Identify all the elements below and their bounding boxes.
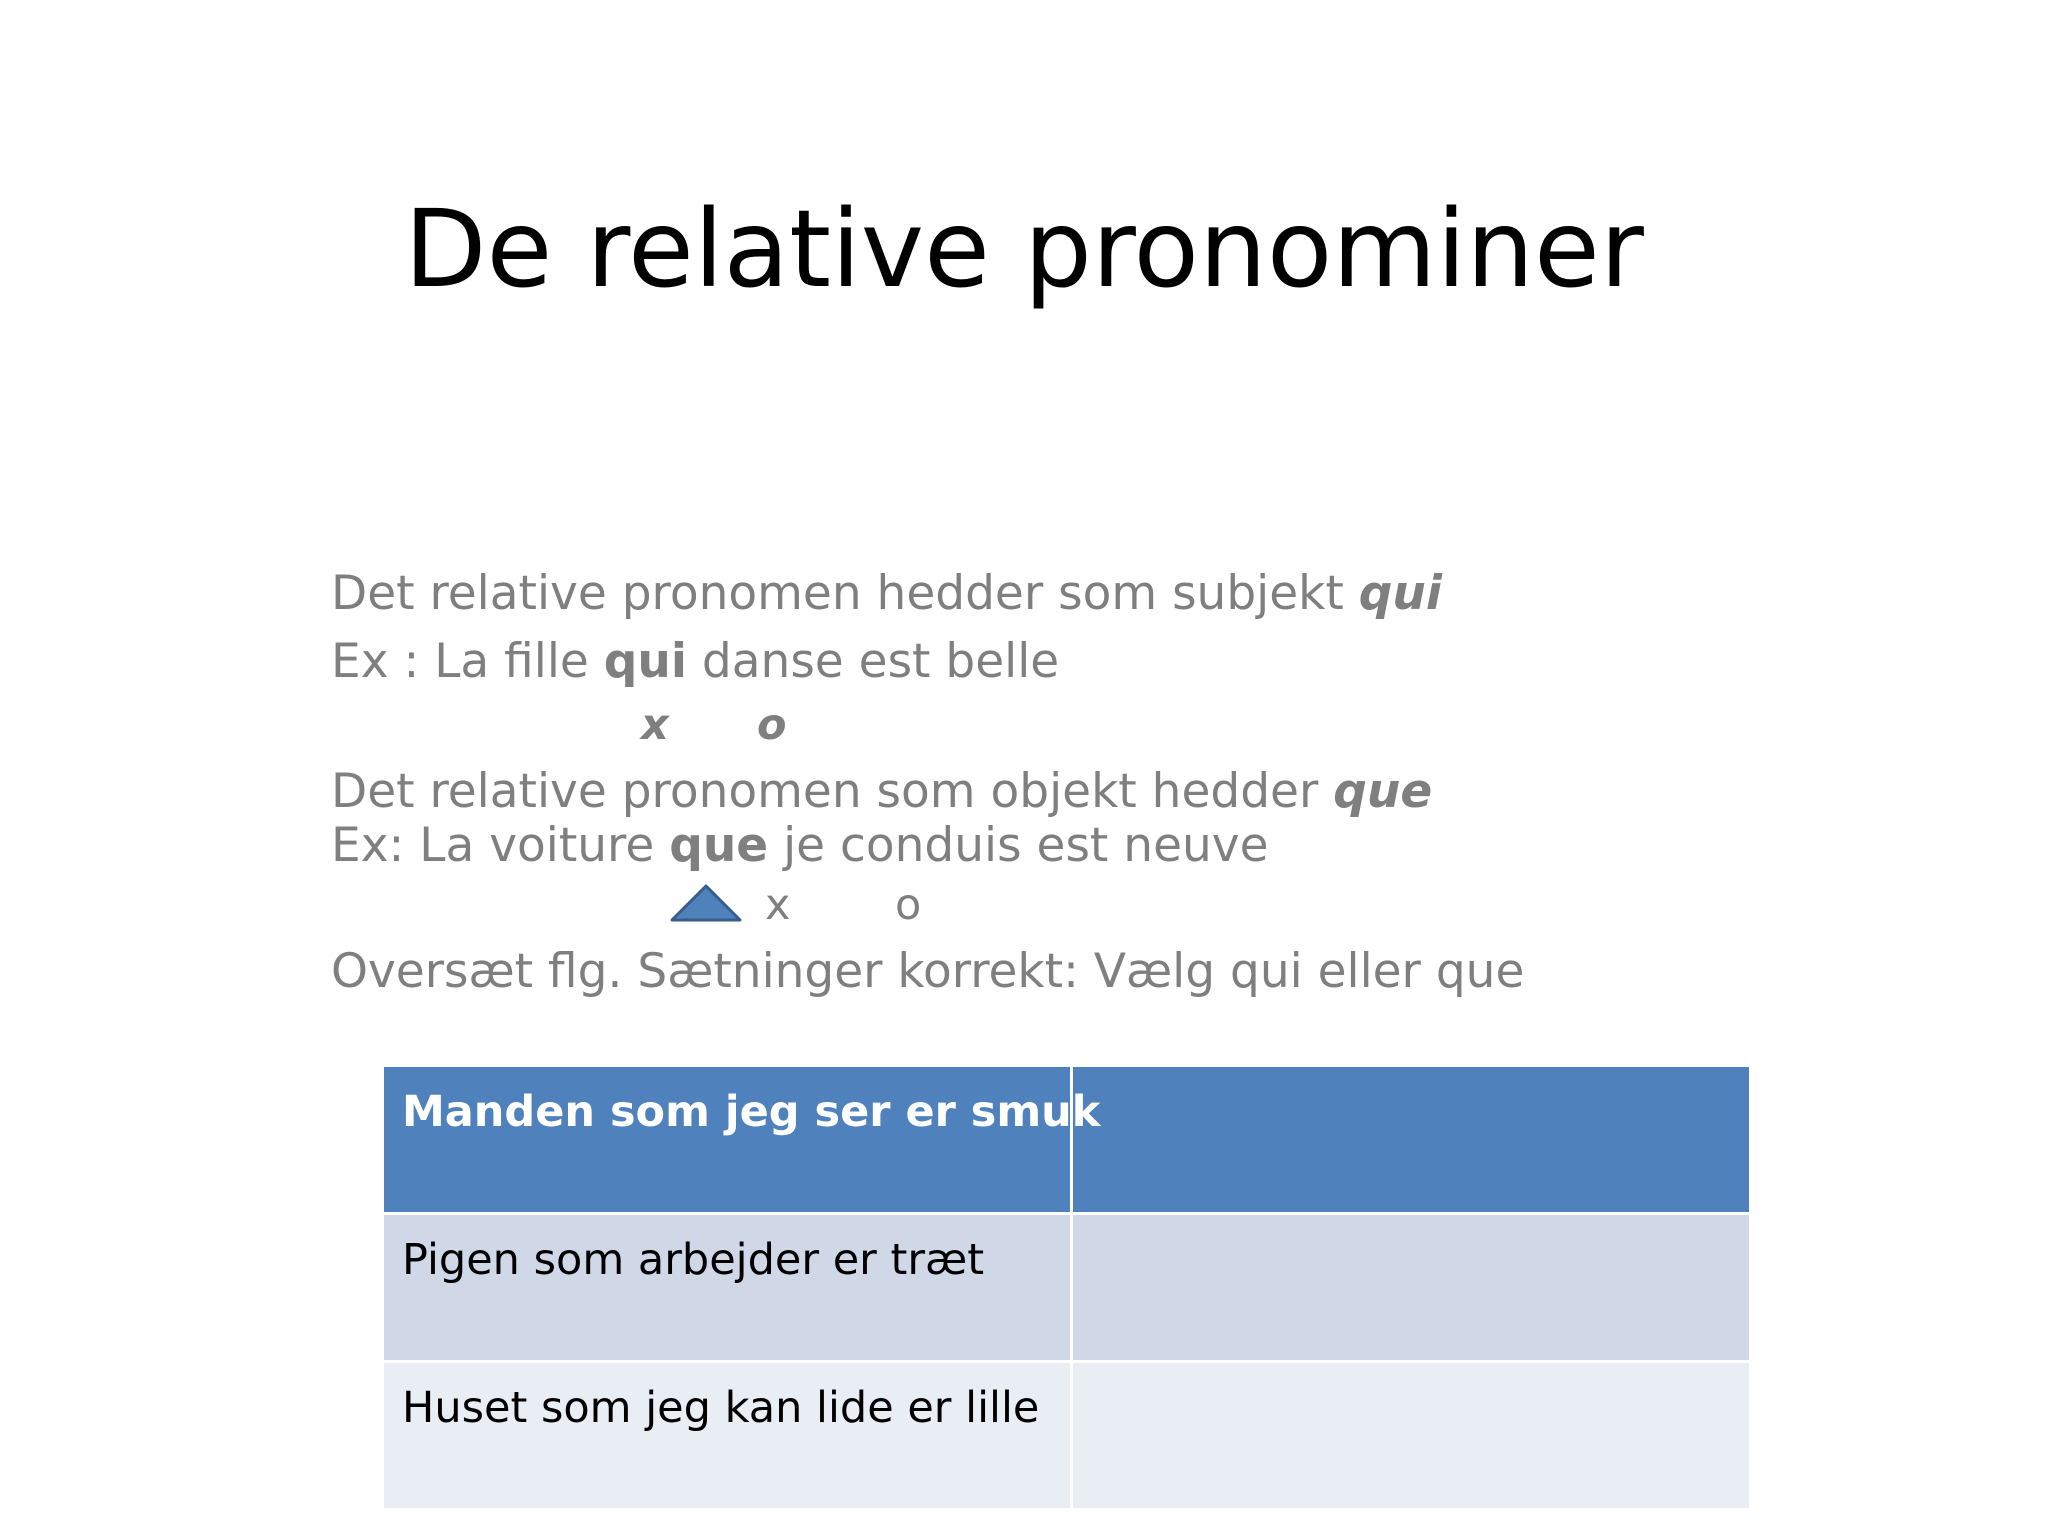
answer-cell	[1072, 1362, 1751, 1510]
subject-marker-o: o	[757, 700, 787, 750]
object-marker-x: x	[765, 880, 791, 930]
table-row	[383, 1214, 1751, 1362]
answer-cell	[1072, 1214, 1751, 1362]
example-object-suffix: je conduis est neuve	[768, 818, 1269, 873]
subject-marker-x: x	[641, 700, 669, 750]
table-row	[383, 1362, 1751, 1510]
sentence-cell: Pigen som arbejder er træt	[383, 1214, 1072, 1362]
exercise-table	[381, 1064, 1752, 1511]
example-subject-pronoun: qui	[603, 634, 687, 689]
example-subject-prefix: Ex : La fille	[331, 634, 604, 689]
up-arrow-triangle-icon	[669, 883, 743, 923]
rule-object-line	[331, 764, 1432, 820]
example-object-pronoun: que	[669, 818, 769, 873]
slide-title: De relative pronominer	[404, 188, 1644, 312]
rule-subject-line	[331, 566, 1442, 622]
answer-cell	[1072, 1066, 1751, 1214]
example-subject-suffix: danse est belle	[686, 634, 1060, 689]
object-marker-o: o	[895, 880, 922, 930]
instruction-line: Oversæt flg. Sætninger korrekt: Vælg qui eller que	[331, 944, 1525, 999]
example-subject-line	[331, 634, 1059, 690]
sentence-cell: Manden som jeg ser er smuk	[383, 1066, 1072, 1214]
example-object-prefix: Ex: La voiture	[331, 818, 670, 873]
table-row	[383, 1066, 1751, 1214]
rule-object-text: Det relative pronomen som objekt hedder	[331, 764, 1334, 819]
rule-subject-pronoun: qui	[1358, 566, 1442, 621]
rule-subject-text: Det relative pronomen hedder som subjekt	[331, 566, 1359, 621]
rule-object-pronoun: que	[1333, 764, 1433, 819]
sentence-cell: Huset som jeg kan lide er lille	[383, 1362, 1072, 1510]
example-object-line	[331, 818, 1269, 874]
